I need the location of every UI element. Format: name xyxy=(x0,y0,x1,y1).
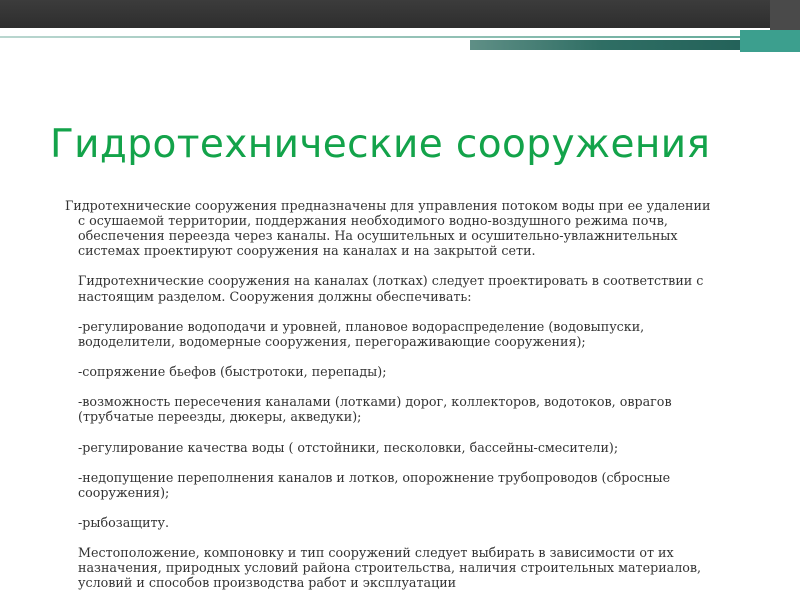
list-item-conjugation: -сопряжение бьефов (быстротоки, перепады); xyxy=(78,364,387,380)
slide-title: Гидротехнические сооружения xyxy=(50,122,711,167)
header-accent-block-green xyxy=(740,30,800,52)
header-band xyxy=(0,0,800,28)
slide-body xyxy=(60,198,720,600)
header-accent-line xyxy=(0,36,800,38)
list-item-regulation: -регулирование водоподачи и уровней, плановое водораспределение (водовыпуски, вододелители, водомерные сооружения, перегораживающие сооружения); xyxy=(78,318,645,349)
list-item-crossing: -возможность пересечения каналами (лотками) дорог, коллекторов, водотоков, оврагов (трубчатые переезды, дюкеры, акведуки); xyxy=(78,394,672,425)
list-item-fish-protection: -рыбозащиту. xyxy=(78,514,170,530)
paragraph-intro: Гидротехнические сооружения предназначены для управления потоком воды при ее удалении с осушаемой территории, поддержания необходимого водно-воздушного режима почв, обеспечения переезда через каналы. На осушительных и осушительно-увлажнительных системах проектируют сооружения на каналах и на закрытой сети. xyxy=(65,198,711,259)
list-item-overflow: -недопущение переполнения каналов и лотков, опорожнение трубопроводов (сбросные сооружения); xyxy=(78,469,671,500)
header-accent-block-gray xyxy=(770,0,800,30)
paragraph-location: Местоположение, компоновку и тип сооружений следует выбирать в зависимости от их назначения, природных условий района строительства, наличия строительных материалов, условий и способов производства работ и эксплуатации xyxy=(78,545,702,591)
paragraph-requirements: Гидротехнические сооружения на каналах (лотках) следует проектировать в соответствии с настоящим разделом. Сооружения должны обеспечивать: xyxy=(78,273,704,304)
list-item-water-quality: -регулирование качества воды ( отстойники, песколовки, бассейны-смесители); xyxy=(78,439,619,455)
